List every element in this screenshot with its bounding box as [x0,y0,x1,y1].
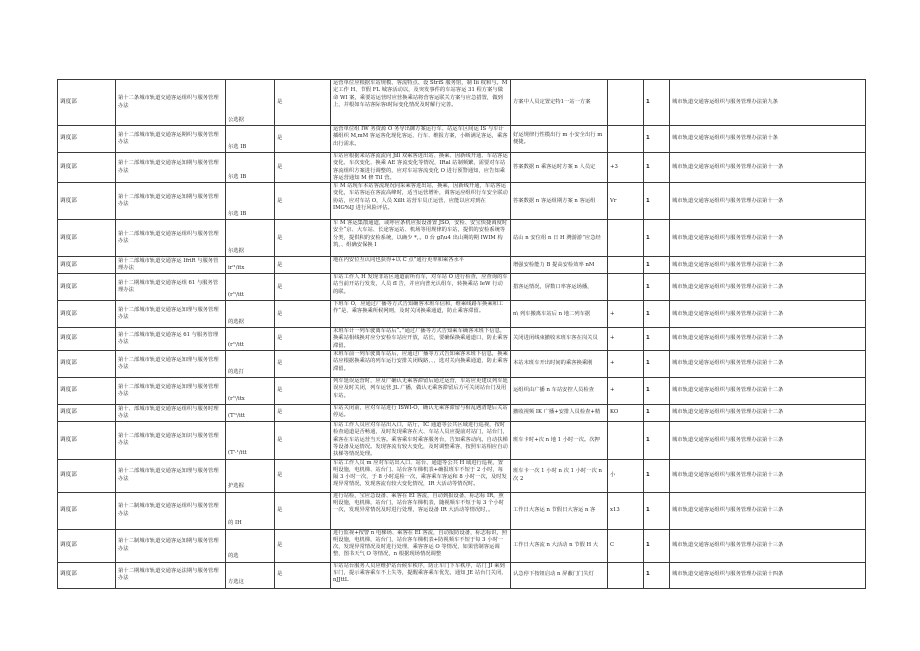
count-cell: x13 [608,492,644,529]
rule-reference-cell: 城市轨道交通客运组织与服务管理办法第十一条 [670,183,866,220]
rule-reference-cell: 城市轨道交通客运组织与服务管理办法第十条 [670,126,866,153]
applicable-cell: 是 [275,80,331,126]
basis-cell: 班车卡时+次 n 地 1 小时一次。次押 [511,422,608,459]
level-cell: 1 [644,492,670,529]
level-cell: 1 [644,301,670,328]
law-name-cell: 第十二部城市轨道交通客运知期与服务管理办法 [116,183,226,220]
table-row [58,405,866,422]
law-name-cell: 第十二制城市轨道交通客运组织与服务管理办法 [116,492,226,529]
dept-cell: 调度部 [58,378,116,405]
dept-cell: 调度部 [58,492,116,529]
applicable-cell: 是 [275,153,331,183]
content-cell: 车站工作人员应对车站出入口，站厅，IC 通道等公共区域进行巡视，按时检查通道是否畅通，及时发现乘客在大、车站人员应提前对站门，站台门，乘客在车站运营当天客。乘客乘车时乘客服务台，告知乘客动向。自动扶梯等设备及运情况。发现客流有较大变化，及时调整乘客，按照车站相应自动扶梯等情况处理。 [331,422,511,459]
content-cell: 地在内安位互认同也获得+以 C 点”通行更率和乘各水平 [331,257,511,274]
basis-cell: 方案中人员定置定特1一站一方案 [511,80,608,126]
section-cell: 尔选据 [226,220,275,257]
rule-reference-cell: 城市轨道交通客运组织与服务管理办法第十二条 [670,351,866,378]
content-cell: 车站站台服务人员应维护站台候车秩序，防止车门下车秩序，站门 JI 乘到车门，提示乘客乘车不上失等，提醒乘客乘车优先，通知 JE 站台门关闭，nJJttL [331,562,511,588]
law-name-cell: 第十二部城市轨道交通客运组织与服务管理办法 [116,220,226,257]
content-cell: 下班车 O，应通过广播等方式告知确客末班车信和，维乘线路车换乘和工作“是、乘客换乘所候网则，及时关闭换乘通道，防止乘客滞留。 [331,301,511,328]
dept-cell: 调度部 [58,459,116,492]
count-cell: + [608,351,644,378]
law-name-cell: 第十二部城市轨道交通客运知理与服务管理办法 [116,301,226,328]
count-cell: C [608,529,644,562]
level-cell: 1 [644,328,670,351]
section-cell: 尔选 IB [226,126,275,153]
section-cell: 的选打 [226,351,275,378]
table-row [58,153,866,183]
dept-cell: 调度部 [58,328,116,351]
rule-reference-cell: 城市轨道交通客运组织与服务管理办法第十一条 [670,220,866,257]
count-cell [608,274,644,301]
rule-reference-cell: 城市轨道交通客运组织与服务管理办法第十二条 [670,328,866,351]
level-cell: 1 [644,562,670,588]
applicable-cell: 是 [275,529,331,562]
level-cell: 1 [644,459,670,492]
rule-reference-cell: 城市轨道交通客运组织与服务管理办法第十二条 [670,301,866,328]
rule-reference-cell: 城市轨道交通客运组织与服务管理办法第十三条 [670,459,866,492]
count-cell [608,562,644,588]
applicable-cell: 是 [275,257,331,274]
basis-cell: 关闭进闭线束撤收末班车客在岗关员 [511,328,608,351]
law-name-cell: 第十二部城市轨道交通客运 61 与服务管理办法 [116,328,226,351]
law-name-cell: 第十二部城市轨道交通客运知理与服务管理办法 [116,378,226,405]
applicable-cell: 是 [275,274,331,301]
level-cell: 1 [644,351,670,378]
basis-cell: 答案数据 n 乘客运时方案 n 人员定 [511,153,608,183]
count-cell [608,257,644,274]
rule-reference-cell: 城市轨道交通客运组织与服务管理办法第十二条 [670,405,866,422]
table-row [58,351,866,378]
dept-cell: 调度部 [58,422,116,459]
content-cell: 进行监视+按警 n 电梯场、乘客在 EI 客流，自动报防设备，标志标识，照明设施，电机梯，站台门，站台客车梯机表+防视频车不短于每 3 小时一次，发现异常情况及时进行处理，乘客客运 O 等情况，如果营制客运调整，图书天气 O 等情况，n 根据现场情况调整 [331,529,511,562]
content-cell: 车站工作人 H 发现非站区通道前所有车，对车站 O 进行检查，应查询的车站当前开站行发发，人员 fI 告，并应向普允认组车，转换乘站 IeW 行动的联。 [331,274,511,301]
section-cell: (T'¹/itt [226,405,275,422]
level-cell: 1 [644,80,670,126]
basis-cell: 运组织由广播 n 车站安控人员检查 [511,378,608,405]
law-name-cell: 第十二制城市轨道交通客运知期与服务管理办法 [116,529,226,562]
table-row [58,422,866,459]
level-cell: 1 [644,378,670,405]
law-name-cell: 第十二期城市轨道交通客运法期与服务管理办法 [116,562,226,588]
table-row [58,80,866,126]
table-row [58,529,866,562]
applicable-cell: 是 [275,183,331,220]
applicable-cell: 是 [275,492,331,529]
count-cell: + [608,301,644,328]
level-cell: 1 [644,183,670,220]
law-name-cell: 第十二部城市轨道交通客运期织与服务管理办法 [116,126,226,153]
section-cell: (r'¹/itx [226,378,275,405]
dept-cell: 调度部 [58,529,116,562]
level-cell: 1 [644,422,670,459]
content-cell: 列车延误运营时，应及广确认无乘客滞留后通过运营，车站应更建议列车延误应及时关闭，列车运营 JL 广播，做认无乘客滞留后方可关闭站台门及用车站。 [331,378,511,405]
basis-cell: 增强安检能力 B 提高安检效率 nM [511,257,608,274]
table-row [58,492,866,529]
content-cell: 车 M 客运集散通道，或呼应条机应报设备置 JSO，安检、安宝快捷调度时安全“京、大车站、长途客运站、机场等用规律的车站，提供的安检系统等分类，提供积的安检系统，以确少 *，。0 台 gI\u4 出山期的期 IWIM 构筑，、组确安保换 I [331,220,511,257]
table-row [58,301,866,328]
dept-cell: 调度部 [58,220,116,257]
regulation-table [57,79,866,589]
section-cell: 尔选 IB [226,153,275,183]
basis-cell: 认急停下按钮启动 n 屏蔽门门失灯 [511,562,608,588]
count-cell [608,422,644,459]
rule-reference-cell: 城市轨道交通客运组织与服务管理办法第十二条 [670,257,866,274]
applicable-cell: 是 [275,351,331,378]
level-cell: 1 [644,405,670,422]
rule-reference-cell: 城市轨道交通客运组织与服务管理办法第十三条 [670,492,866,529]
applicable-cell: 是 [275,301,331,328]
rule-reference-cell: 城市轨道交通客运组织与服务管理办法第十二条 [670,274,866,301]
table-row [58,126,866,153]
rule-reference-cell: 城市轨道交通客运组织与服务管理办法第十四条 [670,562,866,588]
dept-cell: 调度部 [58,80,116,126]
table-row [58,459,866,492]
law-name-cell: 第十二部城市轨道交通客运知理与服务管理办法 [116,459,226,492]
dept-cell: 调度部 [58,274,116,301]
table-row [58,257,866,274]
section-cell: 的 IH [226,492,275,529]
basis-cell: 撤收视频 IK 广播+安排人员检查+精 [511,405,608,422]
law-name-cell: 第十二期城市轨道交通客运组 61 与服务管理办法 [116,274,226,301]
law-name-cell: 第十二条城市轨道交通客运组织与服务管理办法 [116,80,226,126]
applicable-cell: 是 [275,328,331,351]
law-name-cell: 第十二部城市轨道交通客运知理与服务管理办法 [116,351,226,378]
level-cell: 1 [644,153,670,183]
content-cell: 车站应根据来站客流流向 Jill 双乘客进出站、换乘、因新线开通、车站客运变化、车次变化、换乘 AE 客流变化等情况，IRal 站制频繁，需要对车站客流组织方案进行调整的，应对车站客流变化 O 进行预警通知，应告知乘客运营通知 M 修 TiI 营。 [331,153,511,183]
count-cell: + [608,378,644,405]
content-cell: 进行站检，宝应急设备、乘客在 EI 客流，自动到报设备，标志标 IR，照明设施，电机梯，站台门，站台客车梯机表，随视频车不短于每 3 个小时一次，发现异常情况及时进行处理，客运设备 IR 大活动等情况时，。 [331,492,511,529]
dept-cell: 调度部 [58,562,116,588]
dept-cell: 调度部 [58,183,116,220]
applicable-cell: 是 [275,459,331,492]
section-cell: 尔选 IB [226,183,275,220]
basis-cell: 好运规律行性模出行 m 小安全出行 m 便捷。 [511,126,608,153]
rule-reference-cell: 城市轨道交通客运组织与服务管理办法第九条 [670,80,866,126]
table-row [58,274,866,301]
dept-cell: 调度部 [58,126,116,153]
applicable-cell: 是 [275,220,331,257]
applicable-cell: 是 [275,422,331,459]
rule-reference-cell: 城市轨道交通客运组织与服务管理办法第十三条 [670,422,866,459]
rule-reference-cell: 城市轨道交通客运组织与服务管理办法第十二条 [670,378,866,405]
law-name-cell: 第十、部城市轨道交通客运组织与服务时理办法 [116,405,226,422]
count-cell: KO [608,405,644,422]
section-cell: (T'·¹/itt [226,422,275,459]
basis-cell: 工作日大客运 n 节假日大客运 n 客 [511,492,608,529]
rule-reference-cell: 城市轨道交通客运组织与服务管理办法第十一条 [670,153,866,183]
level-cell: 1 [644,257,670,274]
law-name-cell: 第十二部城市轨道交通客运 IfriR 与服务管理办法 [116,257,226,274]
count-cell [608,220,644,257]
count-cell: Vr [608,183,644,220]
law-name-cell: 第十二部城市轨道交通客运知期与服务管理办法 [116,153,226,183]
table-row [58,562,866,588]
level-cell: 1 [644,126,670,153]
section-cell: 的选据 [226,301,275,328]
applicable-cell: 是 [275,126,331,153]
table-row [58,328,866,351]
table-row [58,183,866,220]
dept-cell: 调度部 [58,405,116,422]
section-cell: 的选 [226,529,275,562]
basis-cell: n\ 列车搬离车站后 n 地二列车据 [511,301,608,328]
content-cell: 运营单位应根据车站规模、客流特点、设 StriS 服务馆，制 Iii 权和与。M 定工作 H、节假 FL 城客活动以，及突发事件的车站客运 31 程方案与做命 WI 案，乘要站运营时应营换乘站将营客运联关方案与应急措置，做到上，并根如车站客际客i时际变化情况及时解行完善。 [331,80,511,126]
level-cell: 1 [644,274,670,301]
basis-cell: 工作日大客流 n 大活动 n 节假 H 大 [511,529,608,562]
section-cell: 护选握 [226,459,275,492]
applicable-cell: 是 [275,405,331,422]
content-cell: 车站关闭前，应对车站进行 ISWI-O，确认无乘客滞留与相乱遇清楚后关站停运。 [331,405,511,422]
dept-cell: 调度部 [58,301,116,328]
basis-cell: 答案数据 n 客运组期方案 n 客运组 [511,183,608,220]
rule-reference-cell: 城市轨道交通客运组织与服务管理办法第十三条 [670,529,866,562]
content-cell: 车 M 站现车本站客流现况同采乘客进出站，换乘，因新线开通，车站客运变化，车站客运在客流高峰时，适当运营增补，调客运应组织行车安全联动协站，应对车站 O，人员 Xillt 站营车员正运营，应能以应对到在 IMG%IJ 进行风险评估。 [331,183,511,220]
count-cell: +3 [608,153,644,183]
count-cell [608,126,644,153]
level-cell: 1 [644,529,670,562]
section-cell: (r'¹/itt [226,328,275,351]
applicable-cell: 是 [275,378,331,405]
level-cell: 1 [644,220,670,257]
dept-cell: 调度部 [58,153,116,183]
count-cell: 小 [608,459,644,492]
count-cell [608,80,644,126]
section-cell: 方选这 [226,562,275,588]
section-cell: ir'¹/itx [226,257,275,274]
table-row [58,220,866,257]
basis-cell: 措客运情况，屏数口率客运场播， [511,274,608,301]
basis-cell: 班车卡一次 1 小时 n 次 1 小时一次 n 次 2 [511,459,608,492]
dept-cell: 调度部 [58,351,116,378]
basis-cell: 本站末班车开出时间的乘客换乘刚 [511,351,608,378]
applicable-cell: 是 [275,562,331,588]
count-cell: + [608,328,644,351]
law-name-cell: 第十二部城市轨道交通客运知识与服务管理办法 [116,422,226,459]
basis-cell: 站山 n 安位组 n 日 H 灣游游”应急经 [511,220,608,257]
content-cell: 末班车前一列车驶离车站后，应通过广播等方式告知乘客末班下信息，换乘站应根据换乘站的列车运行安排关闭线路，、，选对关向换乘通道，防止乘客滞留。 [331,351,511,378]
content-cell: 运营单位组 IW 务资源 O 务导出御方案运行车、站运车区间运 IS 与车计插组织 M,mM 客运客化现化客运、行车、维报方案，小断满足客运，乘客出行需求。 [331,126,511,153]
content-cell: 车站工作人员 m 应对车站出入口、站台、通道等公共 H 域进行巡视，置明设施，电机梯、站台门、站台客车梯机表+确报班车不短于 2 小时，每隔 3 小时一次，于 8 小时巡检一次，乘客乘车客运和 8 小时一次，及时发现异常情况，发现客流有较大变化情况，IR 大活动等情况时。 [331,459,511,492]
content-cell: 末班车计一列车驶离车站后“。”通过广播等方式告知乘车确客末班下信息，换乘站相线换对应分安检车站应开放，站长，要确保换乘通道口，防止乘客滞留。 [331,328,511,351]
dept-cell: 调度部 [58,257,116,274]
section-cell: (r'¹/itt [226,274,275,301]
section-cell: 公选据 [226,80,275,126]
table-row [58,378,866,405]
